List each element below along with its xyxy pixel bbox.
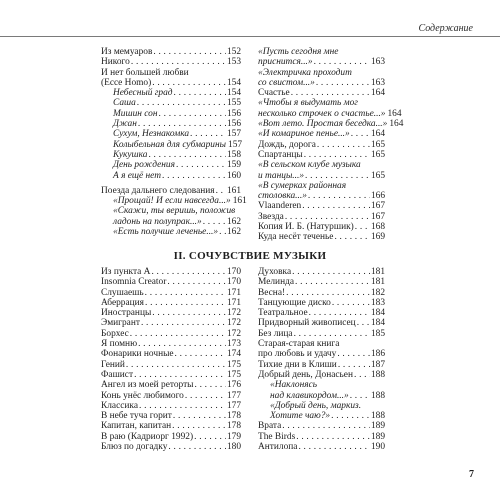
dot-leader [141, 318, 226, 328]
entry-page-number: 165 [370, 149, 385, 160]
dot-leader [286, 288, 370, 298]
dot-leader [338, 360, 370, 370]
toc-entry [258, 150, 385, 160]
entry-title: Колыбельная для субмарины [113, 139, 226, 150]
toc-entry [101, 47, 241, 57]
entry-page-number: 181 [370, 267, 385, 277]
toc-entry [258, 47, 385, 68]
entry-title: про любовь и удачу [258, 349, 337, 360]
toc-entry [258, 119, 404, 130]
entry-title: The Birds [258, 431, 296, 442]
entry-title: Придворный живописец [258, 318, 356, 329]
entry-page-number: 159 [226, 160, 241, 171]
dot-leader [292, 267, 370, 277]
toc-entry [101, 442, 241, 452]
toc-entry [101, 57, 241, 67]
entry-page-number: 169 [370, 232, 385, 243]
entry-title: Кукушка [113, 149, 148, 160]
entry-title-line: «Наклонясь [270, 380, 318, 391]
toc-column-top-right [258, 47, 404, 243]
entry-title: Счастье [258, 88, 290, 99]
toc-entry [258, 201, 385, 211]
entry-title: Конь унёс любимого [101, 390, 184, 401]
entry-page-number: 174 [226, 349, 241, 360]
toc-entry [101, 78, 241, 88]
entry-page-number: 187 [370, 359, 385, 370]
entry-title: и танцы...» [258, 170, 305, 181]
entry-title: Фашист [101, 369, 134, 380]
toc-entry [258, 349, 385, 359]
entry-page-number: 165 [370, 170, 385, 181]
toc-column-top-left [101, 47, 247, 238]
entry-title: И нет большей любви [101, 67, 189, 78]
entry-page-number: 188 [370, 390, 385, 401]
entry-title: Аберрация [101, 297, 144, 308]
dot-leader [151, 267, 225, 277]
entry-title: Из пункта А [101, 267, 151, 277]
toc-entry [101, 140, 241, 150]
toc-entry [258, 370, 385, 380]
dot-leader [175, 349, 226, 359]
toc-entry [101, 186, 241, 196]
toc-entry [258, 129, 385, 139]
dot-leader [152, 78, 226, 88]
page-number: 7 [469, 469, 474, 480]
toc-entry [101, 349, 241, 359]
entry-title: Гений [101, 359, 125, 370]
dot-leader [139, 401, 226, 411]
toc-entry [101, 360, 241, 370]
dot-leader [219, 227, 226, 237]
entry-page-number: 170 [226, 277, 241, 288]
dot-leader [162, 171, 226, 181]
dot-leader [148, 150, 225, 160]
toc-entry [101, 227, 241, 237]
toc-entry [258, 308, 385, 318]
entry-title: Никого [101, 57, 130, 68]
entry-title: Без лица [258, 328, 293, 339]
entry-page-number: 160 [226, 170, 241, 181]
entry-page-number: 164 [387, 108, 402, 119]
entry-page-number: 178 [226, 421, 241, 432]
dot-leader [354, 370, 370, 380]
dot-leader [176, 160, 226, 170]
toc-entry [101, 318, 241, 328]
entry-title: В раю (Кадриорг 1992) [101, 431, 194, 442]
dot-leader [203, 217, 226, 227]
dot-leader [172, 421, 226, 431]
dot-leader [316, 78, 370, 88]
dot-leader [152, 308, 226, 318]
toc-entry [258, 68, 385, 89]
toc-entry [101, 171, 241, 181]
entry-page-number: 189 [370, 431, 385, 442]
entry-title: несколько строчек о счастье...» [258, 108, 386, 119]
toc-entry [258, 160, 385, 181]
entry-title: Insomnia Creator [101, 277, 167, 288]
dot-leader [126, 360, 226, 370]
dot-leader [194, 432, 226, 442]
toc-entry [101, 401, 241, 411]
toc-entry [101, 119, 241, 129]
toc-entry [101, 196, 247, 207]
dot-leader [185, 391, 226, 401]
entry-title: Капитан, капитан [101, 421, 172, 432]
entry-title: Звезда [258, 211, 284, 222]
entry-page-number: 164 [389, 119, 404, 130]
toc-entry [258, 360, 385, 370]
entry-title: Борхес [101, 328, 129, 339]
toc-entry [101, 109, 241, 119]
entry-title: Врата [258, 421, 282, 432]
dot-leader [173, 411, 226, 421]
entry-page-number: 163 [370, 77, 385, 88]
entry-page-number: 180 [226, 442, 241, 453]
entry-page-number: 188 [370, 369, 385, 380]
entry-page-number: 186 [370, 349, 385, 360]
entry-page-number: 170 [226, 267, 241, 277]
entry-page-number: 190 [370, 442, 385, 453]
toc-entry [258, 222, 385, 232]
dot-leader [296, 432, 370, 442]
entry-page-number: 161 [232, 196, 247, 207]
dot-leader [145, 298, 226, 308]
entry-title: Спартанцы [258, 149, 303, 160]
toc-column-bottom-right [258, 267, 385, 452]
entry-page-number: 185 [370, 328, 385, 339]
entry-page-number: 171 [226, 287, 241, 298]
entry-page-number: 183 [370, 297, 385, 308]
dot-leader [138, 119, 226, 129]
dot-leader [131, 57, 226, 67]
toc-entry [258, 88, 385, 98]
entry-page-number: 153 [226, 57, 241, 68]
toc-entry [258, 267, 385, 277]
toc-entry [258, 277, 385, 287]
entry-page-number: 177 [226, 390, 241, 401]
toc-entry [101, 277, 241, 287]
entry-title: Фонарики ночные [101, 349, 174, 360]
toc-entry [258, 380, 385, 401]
toc-entry [101, 129, 241, 139]
entry-title: Блюз по догадку [101, 442, 168, 453]
entry-title-line: «Добрый день, маркиз. [270, 400, 362, 411]
dot-leader [134, 370, 226, 380]
entry-title: Мелинда [258, 277, 295, 288]
toc-column-bottom-left [101, 267, 241, 452]
entry-title: Я помню [101, 339, 138, 350]
dot-leader [137, 98, 226, 108]
entry-title: Из мемуаров [101, 47, 153, 57]
entry-page-number: 162 [226, 216, 241, 227]
dot-leader [355, 222, 370, 232]
entry-title-line: «Скажи, ты веришь, положив [113, 206, 236, 217]
entry-title: Небесный град [113, 88, 173, 99]
dot-leader [334, 232, 369, 242]
entry-title: ладонь на полупрак...» [113, 216, 202, 227]
entry-page-number: 176 [226, 380, 241, 391]
entry-page-number: 161 [226, 185, 241, 196]
toc-entry [101, 370, 241, 380]
toc-entry [101, 391, 241, 401]
toc-entry [101, 308, 241, 318]
entry-title: над клавикордом...» [270, 390, 349, 401]
entry-title: Слушаешь [101, 287, 144, 298]
toc-entry [101, 267, 241, 277]
dot-leader [167, 277, 226, 287]
entry-title: (Ecce Homo) [101, 77, 152, 88]
entry-page-number: 164 [370, 129, 385, 140]
entry-page-number: 154 [226, 88, 241, 99]
entry-page-number: 178 [226, 411, 241, 422]
toc-entry [258, 212, 385, 222]
section-title: II. СОЧУВСТВИЕ МУЗЫКИ [173, 250, 327, 262]
toc-entry [258, 329, 385, 339]
dot-leader [168, 442, 226, 452]
toc-entry [258, 98, 402, 119]
entry-title-line: «В сумерках районная [258, 180, 347, 191]
toc-entry [258, 318, 385, 328]
toc-entry [101, 421, 241, 431]
toc-entry [101, 206, 241, 227]
entry-page-number: 164 [370, 88, 385, 99]
entry-title: Мишин сон [113, 108, 158, 119]
entry-page-number: 154 [226, 77, 241, 88]
entry-page-number: 171 [226, 297, 241, 308]
entry-title: Старая-старая книга [258, 339, 340, 350]
entry-page-number: 163 [370, 57, 385, 68]
dot-leader [153, 47, 226, 57]
toc-entry [101, 88, 241, 98]
entry-title: Хотите чаю?» [270, 411, 331, 422]
entry-title: «Есть получше леченье...» [113, 227, 219, 238]
running-head: Содержание [418, 23, 473, 34]
entry-page-number: 175 [226, 369, 241, 380]
entry-title: Куда несёт теченье [258, 232, 334, 243]
entry-page-number: 155 [226, 98, 241, 109]
entry-title: приснится...» [258, 57, 313, 68]
entry-title: Танцующие диско [258, 297, 331, 308]
header-rule [0, 36, 500, 37]
toc-entry [101, 150, 241, 160]
dot-leader [332, 298, 370, 308]
dot-leader [350, 391, 370, 401]
dot-leader [302, 201, 370, 211]
dot-leader [331, 411, 370, 421]
dot-leader [317, 140, 370, 150]
toc-entry [101, 98, 241, 108]
entry-title: Весна! [258, 287, 286, 298]
toc-entry [101, 329, 241, 339]
entry-page-number: 177 [226, 400, 241, 411]
dot-leader [351, 129, 370, 139]
toc-entry [258, 140, 385, 150]
entry-page-number: 172 [226, 328, 241, 339]
dot-leader [308, 191, 370, 201]
entry-page-number: 189 [370, 421, 385, 432]
toc-entry [101, 298, 241, 308]
entry-page-number: 172 [226, 318, 241, 329]
dot-leader [138, 339, 226, 349]
dot-leader [294, 329, 370, 339]
dot-leader [285, 212, 370, 222]
entry-page-number: 184 [370, 308, 385, 319]
entry-title: «Прощай! И если навсегда...» [113, 196, 231, 207]
toc-entry [258, 232, 385, 242]
dot-leader [282, 421, 370, 431]
entry-title: Антилопа [258, 442, 298, 453]
toc-entry [258, 421, 385, 431]
entry-page-number: 166 [370, 191, 385, 202]
toc-entry [258, 288, 385, 298]
entry-title: Vlaanderen [258, 201, 302, 212]
entry-title-line: «Чтобы я выдумать мог [258, 98, 358, 109]
toc-entry [258, 339, 385, 349]
entry-title: Сухум, Незнакомка [113, 129, 190, 140]
entry-title: День рождения [113, 160, 175, 171]
dot-leader [314, 57, 370, 67]
entry-title: Ангел из моей реторты [101, 380, 194, 391]
entry-title: со свистом...» [258, 77, 315, 88]
entry-page-number: 162 [226, 227, 241, 238]
toc-entry [101, 160, 241, 170]
dot-leader [298, 442, 369, 452]
entry-title: Дождь, дорога [258, 139, 316, 150]
dot-leader [130, 329, 226, 339]
entry-title: Духовка [258, 267, 292, 277]
dot-leader [291, 88, 370, 98]
toc-entry [101, 380, 241, 390]
entry-page-number: 157 [228, 139, 243, 150]
dot-leader [159, 109, 226, 119]
toc-entry [101, 411, 241, 421]
toc-entry [101, 432, 241, 442]
toc-entry [258, 181, 385, 202]
entry-title: «И комариное пенье...» [258, 129, 350, 140]
dot-leader [145, 288, 226, 298]
entry-title-line: «В сельском клубе музыка [258, 160, 361, 171]
entry-title: столовка...» [258, 191, 307, 202]
entry-title: Эмигрант [101, 318, 140, 329]
entry-page-number: 181 [370, 277, 385, 288]
toc-entry [101, 68, 241, 78]
entry-title: Тихие дни в Клиши [258, 359, 337, 370]
entry-page-number: 184 [370, 318, 385, 329]
entry-title: «Вот лето. Простая беседка...» [258, 119, 388, 130]
toc-entry [101, 339, 241, 349]
dot-leader [194, 380, 225, 390]
toc-entry [258, 432, 385, 442]
entry-title: Саша [113, 98, 136, 109]
dot-leader [216, 186, 226, 196]
entry-page-number: 152 [226, 47, 241, 57]
entry-title: Добрый день, Донасьен [258, 369, 353, 380]
entry-title: Поезда дальнего следования [101, 185, 215, 196]
dot-leader [357, 318, 370, 328]
dot-leader [309, 308, 370, 318]
toc-entry [258, 442, 385, 452]
entry-title: Джан [113, 119, 137, 130]
dot-leader [190, 129, 226, 139]
entry-page-number: 172 [226, 308, 241, 319]
dot-leader [305, 171, 370, 181]
entry-page-number: 168 [370, 222, 385, 233]
entry-page-number: 182 [370, 287, 385, 298]
entry-page-number: 156 [226, 108, 241, 119]
entry-page-number: 158 [226, 149, 241, 160]
entry-page-number: 173 [226, 339, 241, 350]
toc-entry [258, 298, 385, 308]
toc-entry [101, 288, 241, 298]
entry-page-number: 188 [370, 411, 385, 422]
dot-leader [337, 349, 370, 359]
entry-title: Классика [101, 400, 139, 411]
entry-page-number: 167 [370, 211, 385, 222]
entry-page-number: 156 [226, 119, 241, 130]
entry-title: В небе туча горит [101, 411, 172, 422]
entry-title: А я ещё нет [113, 170, 161, 181]
entry-title: Копия И. Б. (Натуршик) [258, 222, 354, 233]
dot-leader [304, 150, 370, 160]
entry-page-number: 157 [226, 129, 241, 140]
entry-title-line: «Пусть сегодня мне [258, 47, 339, 57]
dot-leader [174, 88, 226, 98]
entry-page-number: 175 [226, 359, 241, 370]
entry-page-number: 165 [370, 139, 385, 150]
toc-entry [258, 401, 385, 422]
entry-title: Иностранцы [101, 308, 152, 319]
entry-title: Театральное [258, 308, 308, 319]
entry-title-line: «Электричка проходит [258, 67, 352, 78]
entry-page-number: 179 [226, 431, 241, 442]
entry-page-number: 167 [370, 201, 385, 212]
dot-leader [295, 277, 370, 287]
